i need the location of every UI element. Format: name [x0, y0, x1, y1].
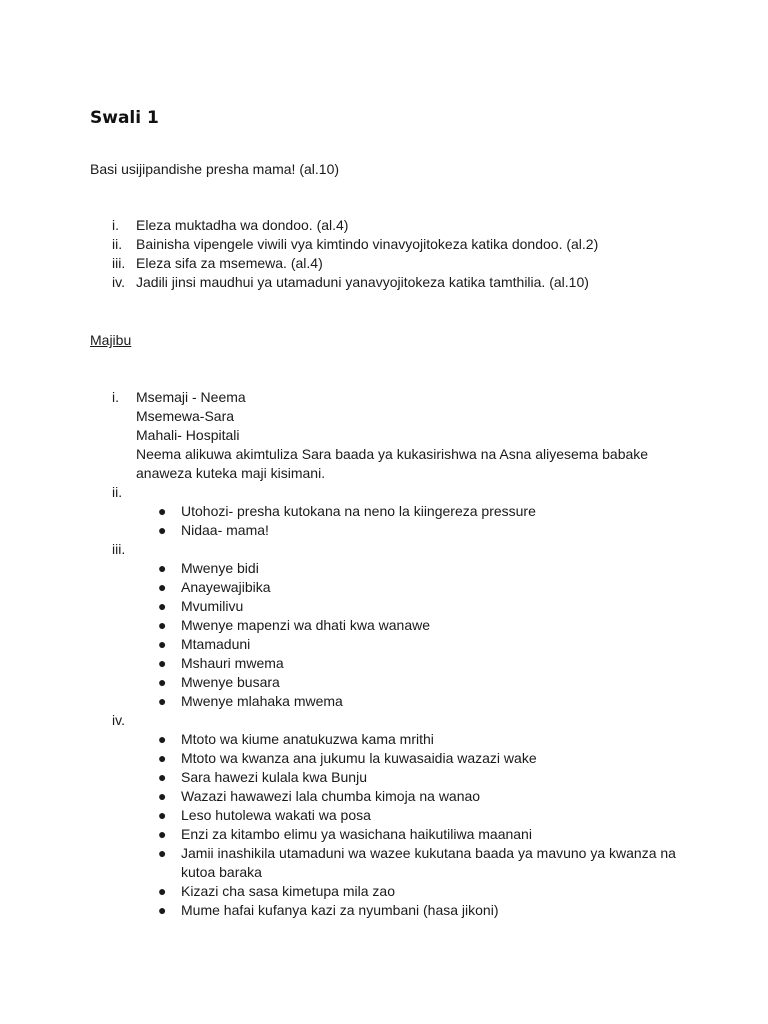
- bullet-icon: ●: [158, 902, 167, 918]
- answer-line: [90, 407, 690, 426]
- bullet-text: Mtoto wa kwanza ana jukumu la kuwasaidia wazazi wake: [181, 750, 537, 766]
- bullet-item: [90, 673, 690, 692]
- bullet-icon: ●: [158, 845, 167, 861]
- bullet-text: Mwenye busara: [181, 674, 280, 690]
- bullet-icon: ●: [158, 769, 167, 785]
- bullet-icon: ●: [158, 579, 167, 595]
- question-text: Eleza sifa za msemewa. (al.4): [136, 255, 323, 271]
- bullet-item: [90, 597, 690, 616]
- bullet-icon: ●: [158, 522, 167, 538]
- bullet-item: [90, 768, 690, 787]
- bullet-icon: ●: [158, 674, 167, 690]
- bullet-text: Mtoto wa kiume anatukuzwa kama mrithi: [181, 731, 434, 747]
- bullet-icon: ●: [158, 826, 167, 842]
- answer-text: anaweza kuteka maji kisimani.: [136, 465, 326, 481]
- answer-line: [90, 426, 690, 445]
- bullet-text: Mvumilivu: [181, 598, 244, 614]
- answer-number: iv.: [112, 712, 125, 728]
- bullet-text: Utohozi- presha kutokana na neno la kiingereza pressure: [181, 503, 536, 519]
- bullet-text: Mwenye bidi: [181, 560, 259, 576]
- bullet-icon: ●: [158, 598, 167, 614]
- bullet-item: [90, 692, 690, 711]
- question-text: Eleza muktadha wa dondoo. (al.4): [136, 217, 349, 233]
- bullet-item: [90, 825, 690, 844]
- answers-heading: Majibu: [90, 332, 132, 348]
- bullet-icon: ●: [158, 655, 167, 671]
- bullet-icon: ●: [158, 560, 167, 576]
- bullet-icon: ●: [158, 807, 167, 823]
- bullet-item: [90, 787, 690, 806]
- question-number: iv.: [112, 274, 125, 290]
- bullet-text: Jamii inashikila utamaduni wa wazee kukutana baada ya mavuno ya kwanza na kutoa baraka: [181, 845, 676, 880]
- answer-line: [90, 483, 690, 502]
- bullet-item: [90, 806, 690, 825]
- answer-number: iii.: [112, 541, 126, 557]
- question-number: ii.: [112, 236, 123, 252]
- question-text: Jadili jinsi maudhui ya utamaduni yanavyojitokeza katika tamthilia. (al.10): [136, 274, 589, 290]
- bullet-icon: ●: [158, 750, 167, 766]
- bullet-text: Enzi za kitambo elimu ya wasichana haikutiliwa maanani: [181, 826, 532, 842]
- bullet-icon: ●: [158, 788, 167, 804]
- bullet-text: Anayewajibika: [181, 579, 271, 595]
- page-title: Swali 1: [90, 108, 159, 128]
- answer-line: [90, 540, 690, 559]
- question-number: iii.: [112, 255, 126, 271]
- bullet-item: [90, 844, 690, 882]
- bullet-icon: ●: [158, 617, 167, 633]
- bullet-item: [90, 901, 690, 920]
- bullet-icon: ●: [158, 503, 167, 519]
- bullet-text: Nidaa- mama!: [181, 522, 269, 538]
- bullet-item: [90, 559, 690, 578]
- bullet-icon: ●: [158, 693, 167, 709]
- bullet-text: Mtamaduni: [181, 636, 251, 652]
- bullet-icon: ●: [158, 636, 167, 652]
- bullet-item: [90, 521, 690, 540]
- answer-text: Msemewa-Sara: [136, 408, 235, 424]
- quote-text: Basi usijipandishe presha mama! (al.10): [90, 161, 340, 177]
- bullet-text: Wazazi hawawezi lala chumba kimoja na wanao: [181, 788, 481, 804]
- answer-text: Msemaji - Neema: [136, 389, 246, 405]
- bullet-text: Mume hafai kufanya kazi za nyumbani (hasa jikoni): [181, 902, 499, 918]
- question-number: i.: [112, 217, 119, 233]
- bullet-icon: ●: [158, 731, 167, 747]
- bullet-text: Mwenye mapenzi wa dhati kwa wanawe: [181, 617, 431, 633]
- answer-line: [90, 445, 690, 464]
- answer-line: [90, 464, 690, 483]
- bullet-item: [90, 616, 690, 635]
- bullet-text: Sara hawezi kulala kwa Bunju: [181, 769, 367, 785]
- answers-list: [90, 388, 690, 920]
- bullet-text: Kizazi cha sasa kimetupa mila zao: [181, 883, 395, 899]
- bullet-item: [90, 749, 690, 768]
- answer-text: Mahali- Hospitali: [136, 427, 240, 443]
- answer-text: Neema alikuwa akimtuliza Sara baada ya kukasirishwa na Asna aliyesema babake: [136, 446, 649, 462]
- bullet-item: [90, 654, 690, 673]
- bullet-icon: ●: [158, 883, 167, 899]
- bullet-item: [90, 635, 690, 654]
- question-text: Bainisha vipengele viwili vya kimtindo vinavyojitokeza katika dondoo. (al.2): [136, 236, 599, 252]
- bullet-text: Mshauri mwema: [181, 655, 284, 671]
- answer-number: ii.: [112, 484, 123, 500]
- bullet-item: [90, 578, 690, 597]
- answer-line: [90, 388, 690, 407]
- bullet-text: Mwenye mlahaka mwema: [181, 693, 343, 709]
- bullet-item: [90, 730, 690, 749]
- bullet-item: [90, 882, 690, 901]
- bullet-text: Leso hutolewa wakati wa posa: [181, 807, 371, 823]
- answer-number: i.: [112, 389, 119, 405]
- answer-line: [90, 711, 690, 730]
- bullet-item: [90, 502, 690, 521]
